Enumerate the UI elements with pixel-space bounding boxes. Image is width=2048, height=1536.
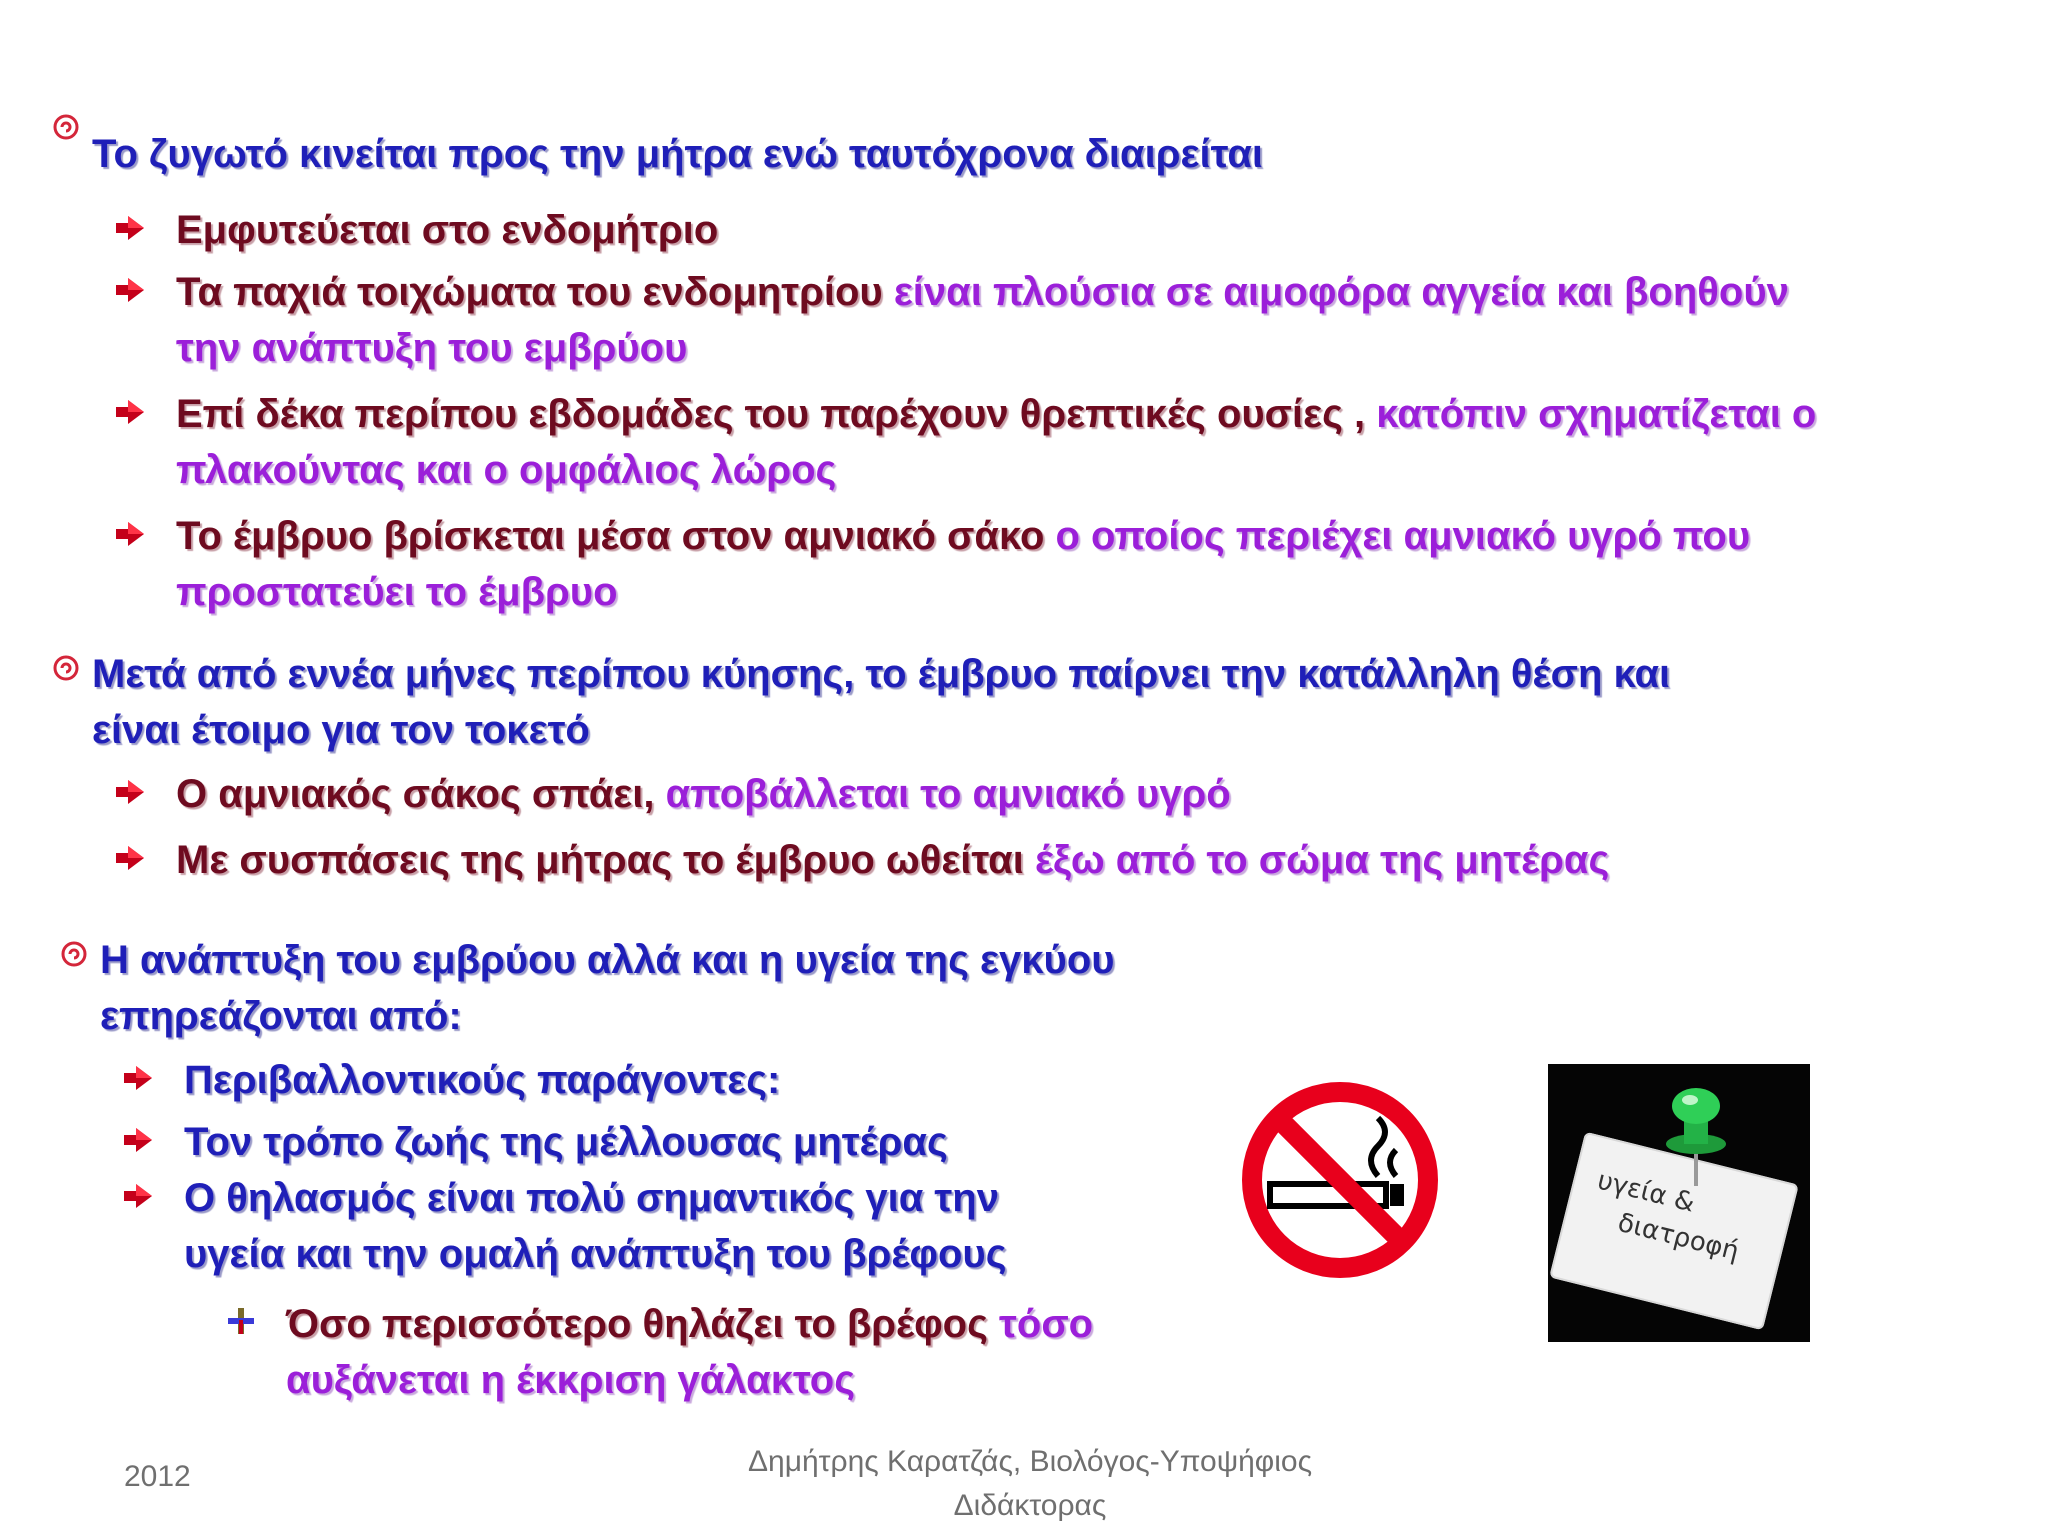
heading-nine-months-cont: είναι έτοιμο για τον τοκετό (92, 708, 590, 752)
no-smoking-icon (1240, 1080, 1440, 1280)
arrow-bullet-icon (114, 214, 146, 242)
swirl-bullet-icon (60, 940, 88, 968)
sub-highlight: τόσο (999, 1302, 1094, 1346)
arrow-bullet-icon (114, 844, 146, 872)
heading-nine-months: Μετά από εννέα μήνες περίπου κύησης, το έμβρυο παίρνει την κατάλληλη θέση και (92, 652, 1671, 696)
sub-breastfeeding: Ο θηλασμός είναι πολύ σημαντικός για την (184, 1176, 999, 1220)
footer-year: 2012 (124, 1460, 191, 1493)
sub-breastfeeding-cont: υγεία και την ομαλή ανάπτυξη του βρέφους (184, 1232, 1007, 1276)
sub-text: Όσο περισσότερο θηλάζει το βρέφος (286, 1302, 1000, 1346)
swirl-bullet-icon (52, 113, 80, 141)
sub-implantation: Εμφυτεύεται στο ενδομήτριο (176, 208, 719, 252)
sub-contractions (176, 832, 1609, 888)
sub-text: Ο αμνιακός σάκος σπάει, (176, 772, 666, 816)
heading-development: Η ανάπτυξη του εμβρύου αλλά και η υγεία της εγκύου (100, 938, 1115, 982)
heading-development-cont: επηρεάζονται από: (100, 994, 462, 1038)
sub-text: Το έμβρυο βρίσκεται μέσα στον αμνιακό σάκο (176, 514, 1056, 558)
footer-author-line: Δημήτρης Καρατζάς, Βιολόγος-Υποψήφιος (747, 1445, 1313, 1478)
footer-author (710, 1440, 1350, 1528)
sub-endometrium-walls (176, 264, 1789, 320)
sub-nutrients (176, 386, 1816, 442)
arrow-bullet-icon (122, 1064, 154, 1092)
push-pin-icon (1656, 1082, 1736, 1192)
sub-highlight: αποβάλλεται το αμνιακό υγρό (665, 772, 1231, 816)
sub-lifestyle: Τον τρόπο ζωής της μέλλουσας μητέρας (184, 1120, 948, 1164)
arrow-bullet-icon (122, 1182, 154, 1210)
sub-amniotic-sac-cont: προστατεύει το έμβρυο (176, 570, 618, 614)
sub-sac-breaks (176, 766, 1231, 822)
arrow-bullet-icon (114, 276, 146, 304)
sub-highlight: έξω από το σώμα της μητέρας (1034, 838, 1610, 882)
cross-bullet-icon (226, 1306, 256, 1336)
swirl-bullet-icon (52, 654, 80, 682)
sub-text: Επί δέκα περίπου εβδομάδες του παρέχουν θρεπτικές ουσίες , (176, 392, 1377, 436)
sub-highlight: κατόπιν σχηματίζεται ο (1376, 392, 1817, 436)
subsub-milk-cont: αυξάνεται η έκκριση γάλακτος (286, 1358, 856, 1402)
heading-zygote: Το ζυγωτό κινείται προς την μήτρα ενώ ταυτόχρονα διαιρείται (92, 132, 1264, 176)
note-line: διατροφή (1614, 1207, 1742, 1267)
note-line: υγεία & (1594, 1165, 1698, 1219)
sub-endometrium-walls-cont: την ανάπτυξη του εμβρύου (176, 326, 688, 370)
sub-highlight: είναι πλούσια σε αιμοφόρα αγγεία και βοηθούν (893, 270, 1789, 314)
sub-highlight: ο οποίος περιέχει αμνιακό υγρό που (1055, 514, 1751, 558)
sub-nutrients-cont: πλακούντας και ο ομφάλιος λώρος (176, 448, 837, 492)
arrow-bullet-icon (114, 398, 146, 426)
arrow-bullet-icon (122, 1126, 154, 1154)
arrow-bullet-icon (114, 520, 146, 548)
health-nutrition-note-image (1548, 1064, 1810, 1342)
sub-amniotic-sac (176, 508, 1750, 564)
sub-environmental: Περιβαλλοντικούς παράγοντες: (184, 1058, 781, 1102)
sub-text: Με συσπάσεις της μήτρας το έμβρυο ωθείται (176, 838, 1035, 882)
sub-text: Τα παχιά τοιχώματα του ενδομητρίου (176, 270, 894, 314)
footer-author-line: Διδάκτορας (953, 1489, 1107, 1522)
arrow-bullet-icon (114, 778, 146, 806)
subsub-milk (286, 1296, 1093, 1352)
